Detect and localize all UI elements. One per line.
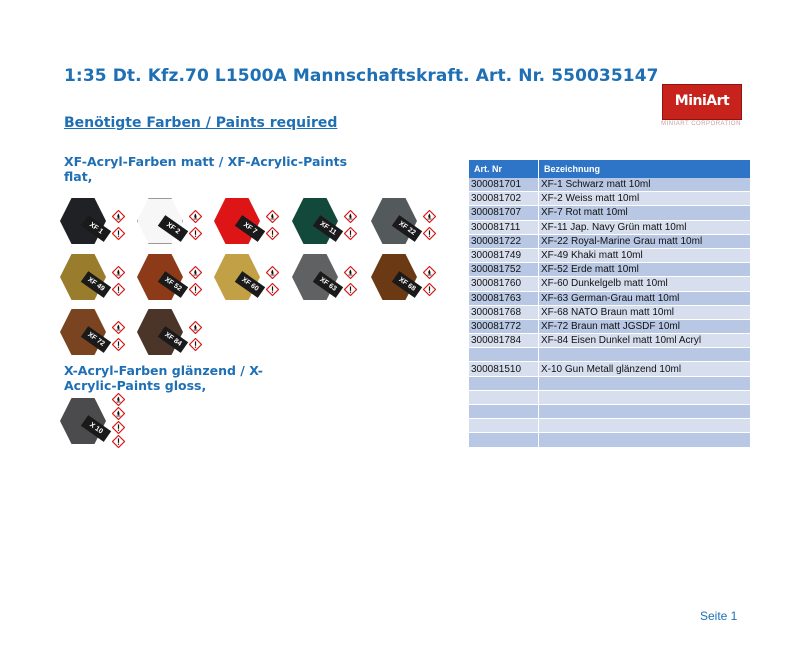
paint-table	[469, 160, 751, 448]
table-row	[469, 362, 751, 376]
table-row	[469, 390, 751, 404]
paint-code-label: XF 49	[81, 271, 111, 298]
cell-description: XF-49 Khaki matt 10ml	[539, 248, 751, 262]
cell-description: XF-7 Rot matt 10ml	[539, 206, 751, 220]
table-row	[469, 376, 751, 390]
cell-description: XF-63 German-Grau matt 10ml	[539, 291, 751, 305]
warning-hazard-icon	[189, 338, 202, 351]
cell-art-nr: 300081701	[469, 178, 539, 192]
flammable-hazard-icon	[423, 210, 436, 223]
cell-art-nr: 300081510	[469, 362, 539, 376]
miniart-logo	[662, 84, 742, 120]
flammable-hazard-icon	[423, 266, 436, 279]
paint-code-label: X 10	[81, 415, 111, 442]
paint-swatch	[292, 252, 364, 300]
paints-required-heading: Benötigte Farben / Paints required	[64, 115, 338, 131]
cell-art-nr	[469, 419, 539, 433]
warning-hazard-icon	[423, 283, 436, 296]
logo-text: MiniArt	[674, 93, 730, 109]
paint-code-label: XF 72	[81, 326, 111, 353]
table-row	[469, 263, 751, 277]
cell-art-nr: 300081707	[469, 206, 539, 220]
flammable-hazard-icon	[112, 393, 125, 406]
table-row	[469, 334, 751, 348]
flammable-hazard-icon	[112, 321, 125, 334]
flammable-hazard-icon	[112, 407, 125, 420]
cell-description: XF-84 Eisen Dunkel matt 10ml Acryl	[539, 334, 751, 348]
table-row	[469, 178, 751, 192]
table-row	[469, 291, 751, 305]
paint-code-label: XF 84	[158, 326, 188, 353]
cell-description: XF-72 Braun matt JGSDF 10ml	[539, 319, 751, 333]
cell-description	[539, 419, 751, 433]
column-header-art-nr: Art. Nr	[469, 160, 539, 178]
cell-art-nr: 300081749	[469, 248, 539, 262]
table-row	[469, 234, 751, 248]
flammable-hazard-icon	[266, 210, 279, 223]
flammable-hazard-icon	[189, 210, 202, 223]
cell-art-nr	[469, 405, 539, 419]
flammable-hazard-icon	[344, 266, 357, 279]
cell-art-nr	[469, 376, 539, 390]
cell-art-nr	[469, 433, 539, 447]
warning-hazard-icon	[112, 338, 125, 351]
cell-art-nr: 300081768	[469, 305, 539, 319]
paint-swatch	[137, 252, 209, 300]
table-row	[469, 419, 751, 433]
section-flat-paints: XF-Acryl-Farben matt / XF-Acrylic-Paints flat,	[64, 154, 348, 184]
table-row	[469, 192, 751, 206]
paint-code-label: XF 60	[235, 271, 265, 298]
table-row	[469, 248, 751, 262]
cell-art-nr: 300081752	[469, 263, 539, 277]
table-row	[469, 433, 751, 447]
paint-swatch	[371, 252, 443, 300]
table-row	[469, 220, 751, 234]
column-header-description: Bezeichnung	[539, 160, 751, 178]
page-title: 1:35 Dt. Kfz.70 L1500A Mannschaftskraft. Art. Nr. 550035147	[64, 66, 659, 86]
paint-swatch	[60, 307, 132, 355]
paint-code-label: XF 22	[392, 215, 422, 242]
paint-swatch	[60, 396, 132, 444]
section-gloss-paints: X-Acryl-Farben glänzend / X-Acrylic-Paints gloss,	[64, 363, 263, 393]
table-row	[469, 277, 751, 291]
cell-description: XF-68 NATO Braun matt 10ml	[539, 305, 751, 319]
cell-description: XF-11 Jap. Navy Grün matt 10ml	[539, 220, 751, 234]
paint-swatch	[60, 196, 132, 244]
paint-code-label: XF 1	[81, 215, 111, 242]
table-header-row	[469, 160, 751, 178]
warning-hazard-icon	[112, 283, 125, 296]
cell-art-nr	[469, 390, 539, 404]
cell-description	[539, 405, 751, 419]
cell-description	[539, 376, 751, 390]
warning-hazard-icon	[344, 227, 357, 240]
flammable-hazard-icon	[266, 266, 279, 279]
cell-art-nr: 300081772	[469, 319, 539, 333]
warning-hazard-icon	[112, 421, 125, 434]
paint-code-label: XF 11	[313, 215, 343, 242]
table-row	[469, 405, 751, 419]
paint-swatch	[292, 196, 364, 244]
warning-hazard-icon	[189, 227, 202, 240]
cell-description: X-10 Gun Metall glänzend 10ml	[539, 362, 751, 376]
cell-description: XF-1 Schwarz matt 10ml	[539, 178, 751, 192]
warning-hazard-icon	[344, 283, 357, 296]
warning-hazard-icon	[266, 227, 279, 240]
cell-art-nr: 300081722	[469, 234, 539, 248]
cell-description: XF-60 Dunkelgelb matt 10ml	[539, 277, 751, 291]
paint-code-label: XF 68	[392, 271, 422, 298]
table-row	[469, 319, 751, 333]
table-row	[469, 206, 751, 220]
page-number: Seite 1	[700, 609, 738, 623]
paint-code-label: XF 63	[313, 271, 343, 298]
cell-description: XF-52 Erde matt 10ml	[539, 263, 751, 277]
cell-art-nr: 300081711	[469, 220, 539, 234]
cell-description: XF-22 Royal-Marine Grau matt 10ml	[539, 234, 751, 248]
cell-description	[539, 390, 751, 404]
health-hazard-icon	[112, 435, 125, 448]
warning-hazard-icon	[266, 283, 279, 296]
paint-code-label: XF 2	[158, 215, 188, 242]
paint-code-label: XF 52	[158, 271, 188, 298]
cell-description: XF-2 Weiss matt 10ml	[539, 192, 751, 206]
paint-code-label: XF 7	[235, 215, 265, 242]
paint-swatch	[137, 307, 209, 355]
paint-swatch	[214, 196, 286, 244]
warning-hazard-icon	[112, 227, 125, 240]
flammable-hazard-icon	[189, 266, 202, 279]
warning-hazard-icon	[189, 283, 202, 296]
paint-swatch	[60, 252, 132, 300]
cell-art-nr: 300081702	[469, 192, 539, 206]
flammable-hazard-icon	[344, 210, 357, 223]
paint-swatch	[371, 196, 443, 244]
cell-art-nr	[469, 348, 539, 362]
flammable-hazard-icon	[189, 321, 202, 334]
paint-swatch	[214, 252, 286, 300]
paint-swatch	[137, 196, 209, 244]
logo-tagline: MINIART CORPORATION	[661, 121, 741, 127]
flammable-hazard-icon	[112, 210, 125, 223]
cell-art-nr: 300081784	[469, 334, 539, 348]
cell-description	[539, 433, 751, 447]
cell-description	[539, 348, 751, 362]
cell-art-nr: 300081763	[469, 291, 539, 305]
cell-art-nr: 300081760	[469, 277, 539, 291]
flammable-hazard-icon	[112, 266, 125, 279]
warning-hazard-icon	[423, 227, 436, 240]
table-row	[469, 305, 751, 319]
table-row	[469, 348, 751, 362]
